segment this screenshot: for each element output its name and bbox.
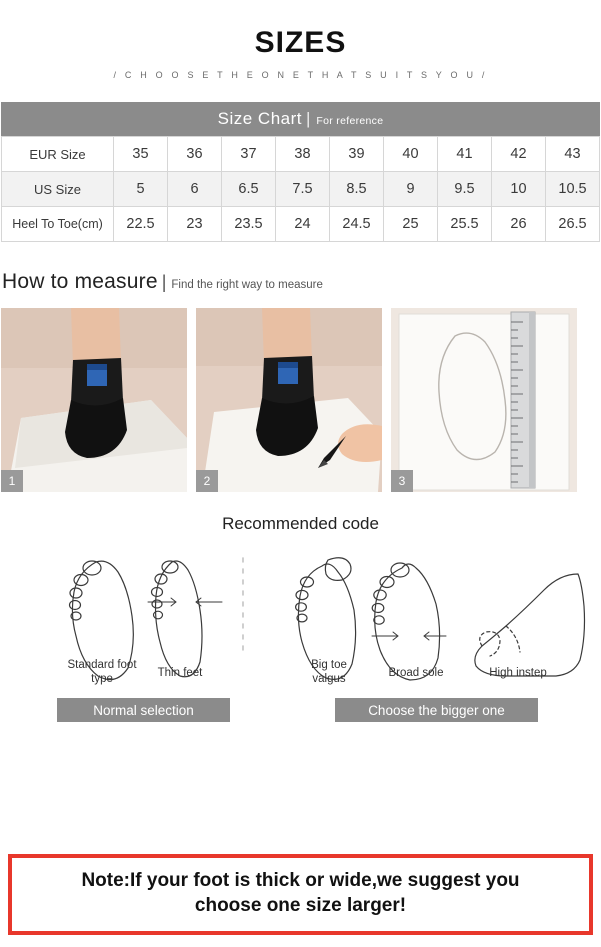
note-line-1: Note:If your foot is thick or wide,we suggest you [81, 869, 520, 891]
size-chart-subheading: For reference [316, 114, 384, 127]
cell-eur-3: 38 [276, 137, 330, 172]
size-chart-heading: Size Chart [217, 109, 302, 128]
foot-caption-bigtoe [286, 658, 372, 687]
measure-step-photo-1 [1, 308, 187, 492]
size-chart-section [0, 102, 601, 242]
foot-caption-standard [52, 658, 152, 687]
foot-caption-broadsole [370, 666, 462, 680]
step-badge-1: 1 [1, 470, 23, 492]
page-subtitle: / C H O O S E T H E O N E T H A T S U I T S Y O U / [113, 70, 488, 80]
cell-htt-7: 26 [492, 207, 546, 242]
cell-us-3: 7.5 [276, 172, 330, 207]
cell-us-4: 8.5 [330, 172, 384, 207]
cell-eur-7: 42 [492, 137, 546, 172]
cell-htt-8: 26.5 [546, 207, 600, 242]
recommendation-pill-normal-label: Normal selection [93, 702, 194, 718]
row-label-heel-to-toe: Heel To Toe(cm) [2, 207, 114, 242]
cell-htt-5: 25 [384, 207, 438, 242]
recommended-code-title: Recommended code [222, 514, 379, 533]
table-row [2, 172, 600, 207]
ruler-measure-illustration [391, 308, 577, 492]
foot-caption-standard-line2: type [91, 673, 113, 686]
foot-on-paper-illustration [1, 308, 187, 492]
size-chart-heading-separator: | [306, 109, 311, 128]
cell-us-5: 9 [384, 172, 438, 207]
step-badge-2: 2 [196, 470, 218, 492]
how-to-measure-heading: How to measure [2, 270, 158, 293]
cell-eur-4: 39 [330, 137, 384, 172]
cell-eur-0: 35 [114, 137, 168, 172]
size-chart-header [1, 102, 600, 136]
measure-steps-row [0, 308, 601, 492]
cell-eur-8: 43 [546, 137, 600, 172]
foot-types-diagram [0, 540, 601, 735]
cell-eur-1: 36 [168, 137, 222, 172]
step-badge-3: 3 [391, 470, 413, 492]
foot-caption-broadsole-text: Broad sole [388, 667, 444, 679]
row-label-us: US Size [2, 172, 114, 207]
cell-eur-6: 41 [438, 137, 492, 172]
note-box [8, 854, 593, 935]
foot-caption-highinstep-text: High instep [489, 667, 547, 679]
table-row [2, 207, 600, 242]
cell-htt-4: 24.5 [330, 207, 384, 242]
how-to-measure-subheading: Find the right way to measure [171, 279, 323, 291]
cell-us-2: 6.5 [222, 172, 276, 207]
foot-caption-standard-line1: Standard foot [67, 659, 137, 671]
page-title: SIZES [254, 26, 347, 59]
cell-htt-2: 23.5 [222, 207, 276, 242]
cell-eur-2: 37 [222, 137, 276, 172]
cell-htt-6: 25.5 [438, 207, 492, 242]
foot-caption-bigtoe-line1: Big toe [311, 659, 347, 671]
how-to-measure-heading-separator: | [161, 272, 167, 292]
recommendation-pill-bigger [335, 698, 538, 722]
table-row [2, 137, 600, 172]
cell-htt-0: 22.5 [114, 207, 168, 242]
foot-caption-thin [140, 666, 220, 680]
cell-eur-5: 40 [384, 137, 438, 172]
recommendation-pill-bigger-label: Choose the bigger one [368, 702, 505, 718]
cell-us-7: 10 [492, 172, 546, 207]
row-label-eur: EUR Size [2, 137, 114, 172]
recommendation-pill-normal [57, 698, 230, 722]
size-chart-table [1, 136, 600, 242]
measure-step-photo-2 [196, 308, 382, 492]
tracing-foot-illustration [196, 308, 382, 492]
foot-caption-thin-text: Thin feet [157, 667, 203, 679]
measure-step-photo-3 [391, 308, 577, 492]
foot-caption-bigtoe-line2: valgus [312, 673, 346, 686]
cell-us-6: 9.5 [438, 172, 492, 207]
how-to-measure-header [0, 270, 601, 294]
cell-us-1: 6 [168, 172, 222, 207]
note-line-2: choose one size larger! [194, 895, 407, 917]
cell-htt-3: 24 [276, 207, 330, 242]
cell-us-0: 5 [114, 172, 168, 207]
cell-us-8: 10.5 [546, 172, 600, 207]
cell-htt-1: 23 [168, 207, 222, 242]
foot-caption-highinstep [466, 666, 570, 680]
